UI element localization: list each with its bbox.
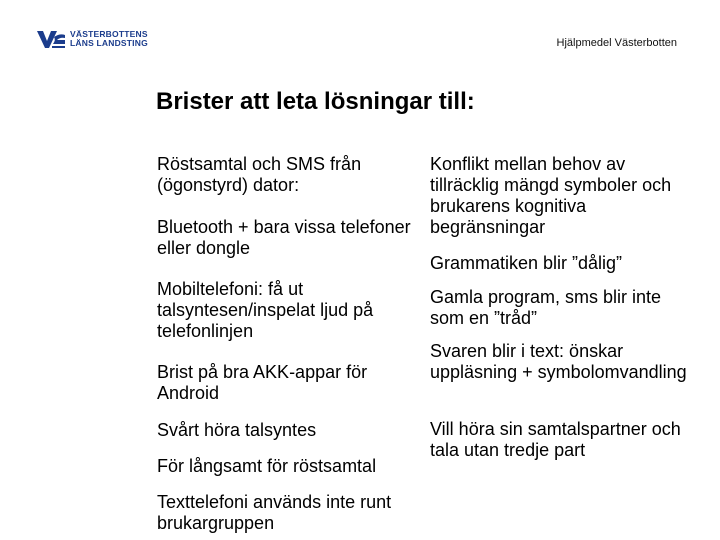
right-item: Grammatiken blir ”dålig”	[430, 253, 623, 273]
right-item: Svaren blir i text: önskar uppläsning + symbolomvandling	[430, 341, 687, 382]
logo-text-line1: VÄSTERBOTTENS	[70, 29, 148, 39]
logo	[36, 28, 148, 50]
left-item: Mobiltelefoni: få ut talsyntesen/inspelat ljud på telefonlinjen	[157, 279, 374, 341]
header-org-name: Hjälpmedel Västerbotten	[556, 37, 677, 49]
left-item: Bluetooth + bara vissa telefoner eller dongle	[157, 217, 411, 258]
left-item: Röstsamtal och SMS från (ögonstyrd) dator:	[157, 154, 362, 195]
right-item: Vill höra sin samtalspartner och tala utan tredje part	[430, 419, 681, 460]
right-item: Konflikt mellan behov av tillräcklig mängd symboler och brukarens kognitiva begränsningar	[430, 154, 672, 237]
right-item: Gamla program, sms blir inte som en ”tråd”	[430, 287, 662, 328]
logo-text-line2: LÄNS LANDSTING	[70, 38, 148, 48]
slide-title: Brister att leta lösningar till:	[156, 88, 475, 115]
left-item: Brist på bra AKK-appar för Android	[157, 362, 368, 403]
left-item: Texttelefoni används inte runt brukargruppen	[157, 492, 392, 533]
left-item: Svårt höra talsyntes	[157, 420, 317, 440]
left-item: För långsamt för röstsamtal	[157, 456, 377, 476]
logo-mark-icon	[36, 29, 66, 49]
